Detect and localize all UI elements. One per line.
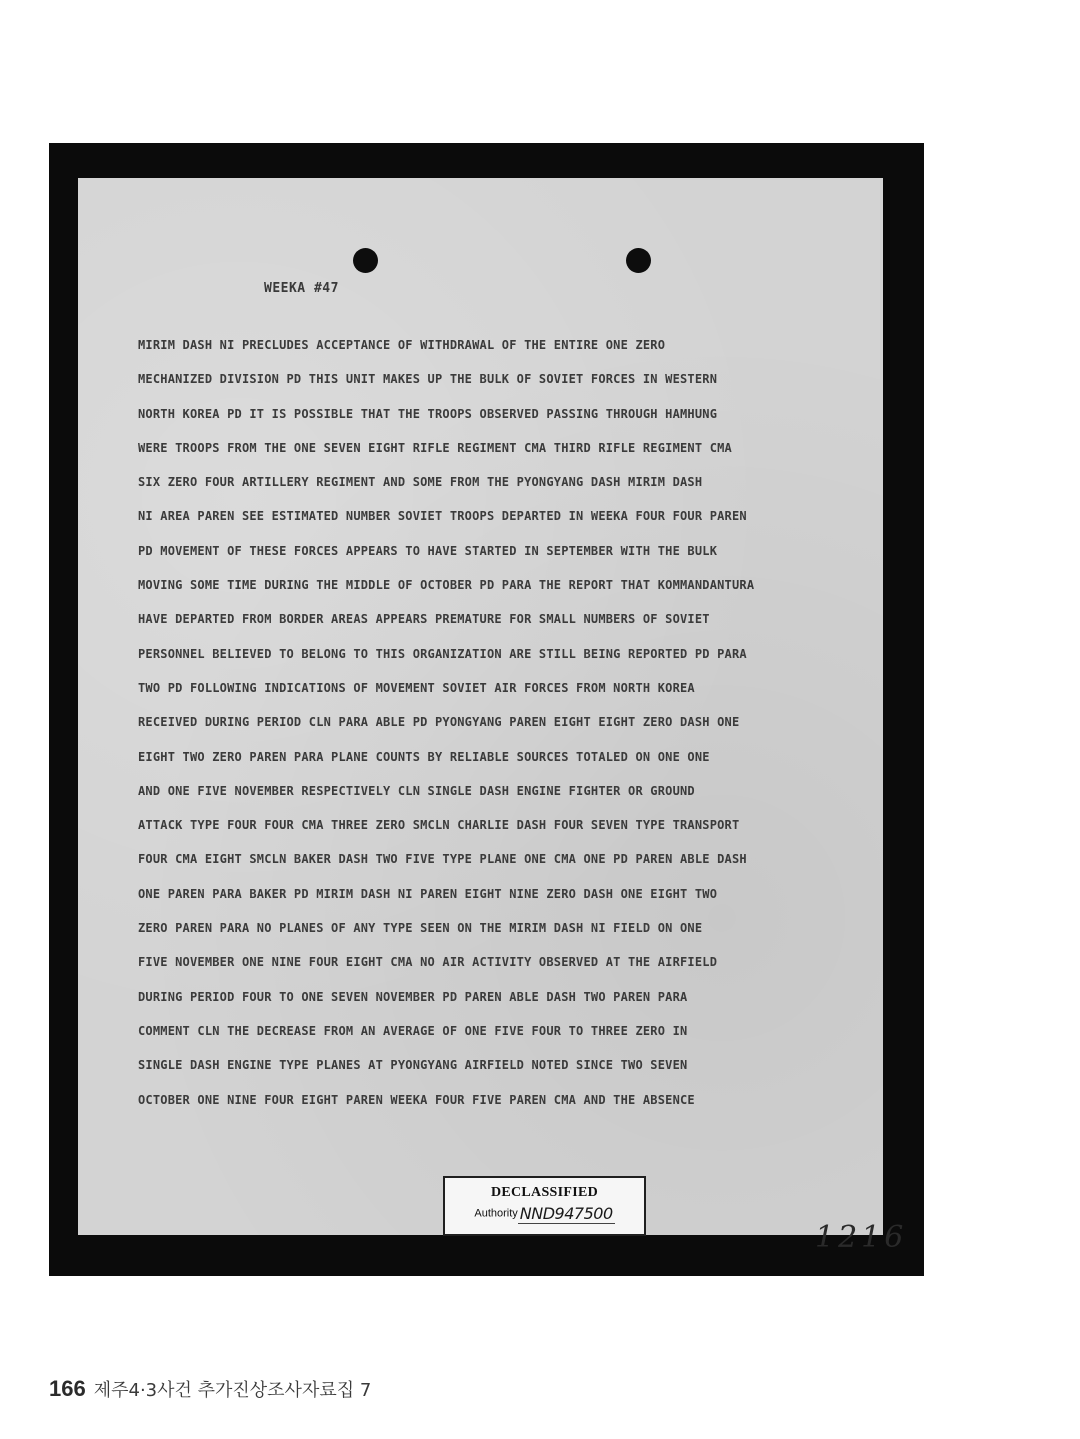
document-line: FIVE NOVEMBER ONE NINE FOUR EIGHT CMA NO AIR ACTIVITY OBSERVED AT THE AIRFIELD bbox=[138, 955, 718, 970]
document-line: ZERO PAREN PARA NO PLANES OF ANY TYPE SEEN ON THE MIRIM DASH NI FIELD ON ONE bbox=[138, 921, 703, 936]
document-page bbox=[78, 178, 908, 1255]
document-line: NORTH KOREA PD IT IS POSSIBLE THAT THE TROOPS OBSERVED PASSING THROUGH HAMHUNG bbox=[138, 406, 718, 421]
stamp-authority-value: NND947500 bbox=[519, 1204, 613, 1223]
declassified-stamp bbox=[443, 1176, 646, 1236]
stamp-authority-label: Authority bbox=[474, 1207, 518, 1220]
document-line: NI AREA PAREN SEE ESTIMATED NUMBER SOVIET TROOPS DEPARTED IN WEEKA FOUR FOUR PAREN bbox=[138, 509, 747, 524]
scanned-document-frame bbox=[49, 143, 924, 1276]
document-line: COMMENT CLN THE DECREASE FROM AN AVERAGE OF ONE FIVE FOUR TO THREE ZERO IN bbox=[138, 1023, 688, 1038]
stamp-title: DECLASSIFIED bbox=[490, 1185, 599, 1200]
document-line: SIX ZERO FOUR ARTILLERY REGIMENT AND SOME FROM THE PYONGYANG DASH MIRIM DASH bbox=[138, 475, 703, 490]
page-footer bbox=[49, 1376, 371, 1402]
document-line: FOUR CMA EIGHT SMCLN BAKER DASH TWO FIVE TYPE PLANE ONE CMA ONE PD PAREN ABLE DASH bbox=[138, 852, 747, 867]
document-line: ONE PAREN PARA BAKER PD MIRIM DASH NI PAREN EIGHT NINE ZERO DASH ONE EIGHT TWO bbox=[138, 886, 718, 901]
document-line: PERSONNEL BELIEVED TO BELONG TO THIS ORGANIZATION ARE STILL BEING REPORTED PD PARA bbox=[138, 646, 747, 661]
footer-page-number: 166 bbox=[49, 1376, 86, 1401]
document-line: PD MOVEMENT OF THESE FORCES APPEARS TO HAVE STARTED IN SEPTEMBER WITH THE BULK bbox=[138, 543, 718, 558]
footer-book-title: 제주4·3사건 추가진상조사자료집 7 bbox=[93, 1380, 372, 1401]
document-line: AND ONE FIVE NOVEMBER RESPECTIVELY CLN SINGLE DASH ENGINE FIGHTER OR GROUND bbox=[138, 783, 695, 798]
handwritten-page-number: 1216 bbox=[815, 1220, 908, 1255]
document-line: SINGLE DASH ENGINE TYPE PLANES AT PYONGYANG AIRFIELD NOTED SINCE TWO SEVEN bbox=[138, 1058, 688, 1073]
document-line: TWO PD FOLLOWING INDICATIONS OF MOVEMENT SOVIET AIR FORCES FROM NORTH KOREA bbox=[138, 680, 695, 695]
punch-hole-left bbox=[353, 248, 378, 273]
document-line: OCTOBER ONE NINE FOUR EIGHT PAREN WEEKA FOUR FIVE PAREN CMA AND THE ABSENCE bbox=[138, 1092, 695, 1107]
document-line: MOVING SOME TIME DURING THE MIDDLE OF OCTOBER PD PARA THE REPORT THAT KOMMANDANTURA bbox=[138, 578, 755, 593]
document-line: WERE TROOPS FROM THE ONE SEVEN EIGHT RIFLE REGIMENT CMA THIRD RIFLE REGIMENT CMA bbox=[138, 440, 732, 455]
document-line: MECHANIZED DIVISION PD THIS UNIT MAKES UP THE BULK OF SOVIET FORCES IN WESTERN bbox=[138, 372, 718, 387]
stamp-authority-row bbox=[445, 1204, 644, 1223]
document-body bbox=[138, 328, 858, 1117]
document-line: MIRIM DASH NI PRECLUDES ACCEPTANCE OF WITHDRAWAL OF THE ENTIRE ONE ZERO bbox=[138, 338, 666, 352]
document-line: RECEIVED DURING PERIOD CLN PARA ABLE PD PYONGYANG PAREN EIGHT EIGHT ZERO DASH ONE bbox=[138, 715, 740, 730]
document-line: ATTACK TYPE FOUR FOUR CMA THREE ZERO SMCLN CHARLIE DASH FOUR SEVEN TYPE TRANSPORT bbox=[138, 818, 740, 833]
document-line: DURING PERIOD FOUR TO ONE SEVEN NOVEMBER PD PAREN ABLE DASH TWO PAREN PARA bbox=[138, 989, 688, 1004]
punch-hole-right bbox=[626, 248, 651, 273]
document-header: WEEKA #47 bbox=[264, 281, 339, 296]
document-line: EIGHT TWO ZERO PAREN PARA PLANE COUNTS BY RELIABLE SOURCES TOTALED ON ONE ONE bbox=[138, 749, 710, 764]
document-line: HAVE DEPARTED FROM BORDER AREAS APPEARS PREMATURE FOR SMALL NUMBERS OF SOVIET bbox=[138, 612, 710, 627]
